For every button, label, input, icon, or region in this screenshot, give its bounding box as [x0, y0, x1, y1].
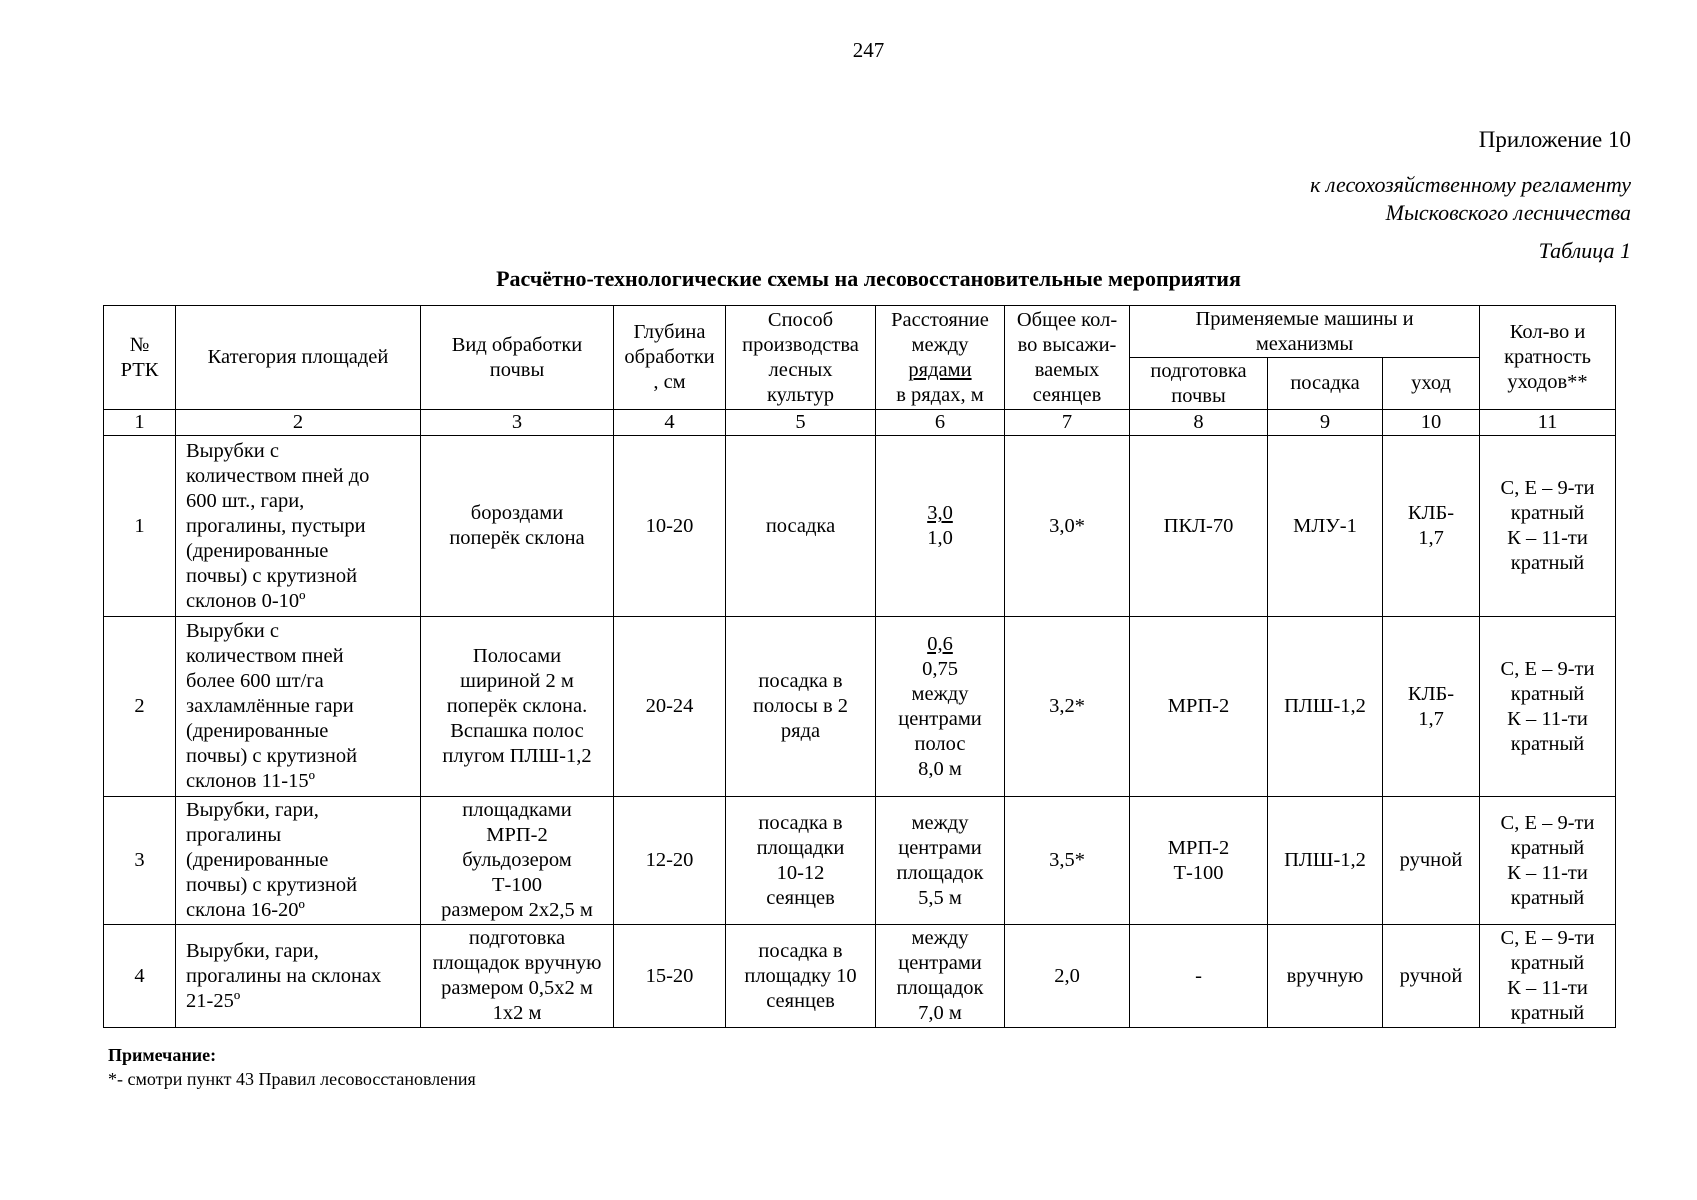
planting-machine: ПЛШ-1,2 — [1268, 617, 1383, 797]
column-number: 6 — [876, 410, 1005, 436]
table-label: Таблица 1 — [1538, 238, 1631, 263]
header-care: уход — [1383, 358, 1480, 410]
table-title: Расчётно-технологические схемы на лесовосстановительные мероприятия — [496, 266, 1241, 291]
column-number: 11 — [1480, 410, 1616, 436]
production-method: посадка в площадку 10 сеянцев — [726, 925, 876, 1028]
header-planting: посадка — [1268, 358, 1383, 410]
seedling-count: 3,0* — [1005, 436, 1130, 617]
treatment-depth: 10-20 — [614, 436, 726, 617]
column-number: 4 — [614, 410, 726, 436]
row-distance: 3,0 1,0 — [876, 436, 1005, 617]
header-row — [104, 306, 1616, 358]
header-soil-prep: подготовка почвы — [1130, 358, 1268, 410]
column-number-row — [104, 410, 1616, 436]
column-number: 2 — [176, 410, 421, 436]
soil-treatment: подготовка площадок вручную размером 0,5х2 м 1х2 м — [421, 925, 614, 1028]
soil-treatment: Полосами шириной 2 м поперёк склона. Вспашка полос плугом ПЛШ-1,2 — [421, 617, 614, 797]
column-number: 7 — [1005, 410, 1130, 436]
row-distance: 0,6 0,75 между центрами полос 8,0 м — [876, 617, 1005, 797]
header-method: Способ производства лесных культур — [726, 306, 876, 410]
area-category: Вырубки, гари, прогалины на склонах 21-25º — [176, 925, 421, 1028]
table-row — [104, 797, 1616, 925]
rtk-number: 2 — [104, 617, 176, 797]
care-frequency: С, Е – 9-ти кратный К – 11-ти кратный — [1480, 925, 1616, 1028]
treatment-depth: 20-24 — [614, 617, 726, 797]
area-category: Вырубки, гари, прогалины (дренированные почвы) с крутизной склона 16-20º — [176, 797, 421, 925]
area-category: Вырубки с количеством пней до 600 шт., гари, прогалины, пустыри (дренированные почвы) с крутизной склонов 0-10º — [176, 436, 421, 617]
column-number: 5 — [726, 410, 876, 436]
soil-prep-machine: МРП-2 Т-100 — [1130, 797, 1268, 925]
regulation-line: Мысковского лесничества — [1385, 200, 1631, 225]
planting-machine: ПЛШ-1,2 — [1268, 797, 1383, 925]
planting-machine: вручную — [1268, 925, 1383, 1028]
footnote-title: Примечание: — [108, 1045, 217, 1065]
seedling-count: 3,2* — [1005, 617, 1130, 797]
column-number: 3 — [421, 410, 614, 436]
planting-machine: МЛУ-1 — [1268, 436, 1383, 617]
header-distance: Расстояние между рядами в рядах, м — [876, 306, 1005, 410]
column-number: 8 — [1130, 410, 1268, 436]
header-total: Общее кол- во высажи- ваемых сеянцев — [1005, 306, 1130, 410]
footnote — [108, 1043, 476, 1091]
rtk-number: 4 — [104, 925, 176, 1028]
header-depth: Глубина обработки , см — [614, 306, 726, 410]
header-rtk: № РТК — [104, 306, 176, 410]
soil-prep-machine: - — [1130, 925, 1268, 1028]
soil-treatment: бороздами поперёк склона — [421, 436, 614, 617]
header-treatment: Вид обработки почвы — [421, 306, 614, 410]
treatment-depth: 15-20 — [614, 925, 726, 1028]
row-distance: между центрами площадок 5,5 м — [876, 797, 1005, 925]
table-row — [104, 925, 1616, 1028]
production-method: посадка в полосы в 2 ряда — [726, 617, 876, 797]
soil-treatment: площадками МРП-2 бульдозером Т-100 размером 2х2,5 м — [421, 797, 614, 925]
table-row — [104, 436, 1616, 617]
care-frequency: С, Е – 9-ти кратный К – 11-ти кратный — [1480, 436, 1616, 617]
page-number: 247 — [852, 38, 885, 62]
footnote-text: *- смотри пункт 43 Правил лесовосстановления — [108, 1069, 476, 1089]
rtk-number: 3 — [104, 797, 176, 925]
seedling-count: 3,5* — [1005, 797, 1130, 925]
soil-prep-machine: ПКЛ-70 — [1130, 436, 1268, 617]
rtk-table — [103, 305, 1616, 1028]
header-care-count: Кол-во и кратность уходов** — [1480, 306, 1616, 410]
row-distance: между центрами площадок 7,0 м — [876, 925, 1005, 1028]
appendix-label: Приложение 10 — [1478, 127, 1631, 152]
care-machine: ручной — [1383, 925, 1480, 1028]
care-machine: ручной — [1383, 797, 1480, 925]
rtk-number: 1 — [104, 436, 176, 617]
column-number: 10 — [1383, 410, 1480, 436]
care-frequency: С, Е – 9-ти кратный К – 11-ти кратный — [1480, 617, 1616, 797]
care-machine: КЛБ- 1,7 — [1383, 436, 1480, 617]
column-number: 9 — [1268, 410, 1383, 436]
production-method: посадка в площадки 10-12 сеянцев — [726, 797, 876, 925]
header-category: Категория площадей — [176, 306, 421, 410]
seedling-count: 2,0 — [1005, 925, 1130, 1028]
regulation-reference — [1310, 171, 1631, 227]
care-frequency: С, Е – 9-ти кратный К – 11-ти кратный — [1480, 797, 1616, 925]
column-number: 1 — [104, 410, 176, 436]
care-machine: КЛБ- 1,7 — [1383, 617, 1480, 797]
regulation-line: к лесохозяйственному регламенту — [1310, 172, 1631, 197]
treatment-depth: 12-20 — [614, 797, 726, 925]
soil-prep-machine: МРП-2 — [1130, 617, 1268, 797]
header-machines: Применяемые машины и механизмы — [1130, 306, 1480, 358]
area-category: Вырубки с количеством пней более 600 шт/га захламлённые гари (дренированные почвы) с крутизной склонов 11-15º — [176, 617, 421, 797]
production-method: посадка — [726, 436, 876, 617]
table-row — [104, 617, 1616, 797]
